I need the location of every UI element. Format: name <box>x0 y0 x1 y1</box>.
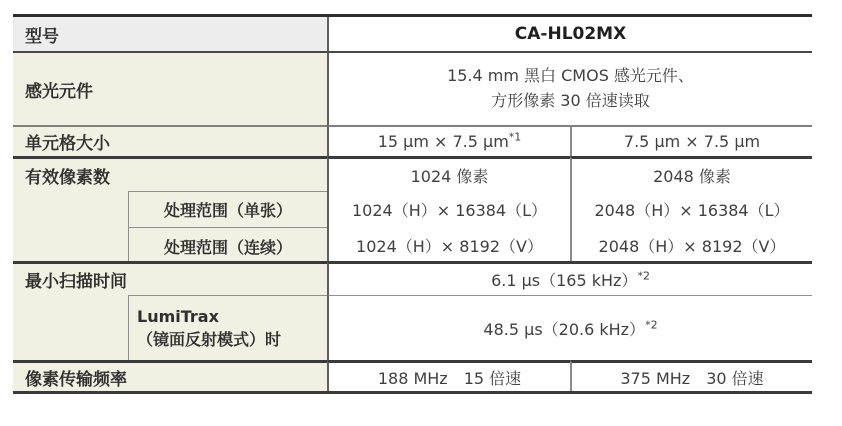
lumitrax-label-line1: LumiTrax <box>137 306 219 326</box>
pixelfreq-value-col1 <box>327 360 570 391</box>
row-minscan-label <box>13 261 327 295</box>
col2-pixel-count: 2048 像素 <box>653 166 731 186</box>
col1-range-single: 1024（H）× 16384（L） <box>351 200 548 220</box>
pixelfreq-label: 像素传输频率 <box>25 369 127 390</box>
row-cellsize-label <box>13 125 327 156</box>
pixelfreq-value-2: 375 MHz 30 倍速 <box>620 368 764 388</box>
effective-pixels-col1 <box>327 156 570 261</box>
lumitrax-label-box <box>128 295 327 360</box>
col2-range-continuous: 2048（H）× 8192（V） <box>598 237 786 256</box>
sensor-label: 感光元件 <box>25 81 93 102</box>
row-model-label <box>13 17 327 51</box>
row-model-value <box>327 17 812 51</box>
camera-spec-table <box>13 14 812 394</box>
row-lumitrax-value <box>327 295 812 360</box>
footnote-2-marker: *2 <box>645 318 658 332</box>
cellsize-value-1: 15 μm × 7.5 $\mu m^{*1}$ <box>377 130 522 151</box>
col1-pixel-count: 1024 像素 <box>410 166 489 186</box>
row-sensor-label <box>13 51 327 125</box>
col1-range-continuous: 1024（H）× 8192（V） <box>356 237 543 256</box>
pixelfreq-value-col2 <box>570 360 812 391</box>
row-effective-pixels-label <box>13 156 327 261</box>
row-sensor-value <box>327 51 812 125</box>
pixelfreq-value-1: 188 MHz 15 倍速 <box>377 368 522 388</box>
sensor-value-line1: 15.4 mm 黑白 CMOS 感光元件、 <box>447 66 694 86</box>
col2-range-single: 2048（H）× 16384（L） <box>594 200 790 220</box>
row-pixelfreq-label <box>13 360 327 391</box>
effective-pixels-col2 <box>570 156 812 261</box>
lumitrax-value: 48.5 μs（20.6 kHz）$^{*2}$ <box>483 318 658 339</box>
model-label: 型号 <box>25 26 59 47</box>
lumitrax-label-line2: （镜面反射模式）时 <box>137 330 282 349</box>
range-single-label: 处理范围（单张） <box>128 191 327 227</box>
sensor-value-line2: 方形像素 30 倍速读取 <box>491 91 650 110</box>
row-lumitrax-label <box>13 295 327 360</box>
row-minscan-value <box>327 261 812 295</box>
effective-pixels-label: 有效像素数 <box>25 167 110 188</box>
cellsize-label: 单元格大小 <box>25 134 110 154</box>
footnote-2-marker: *2 <box>637 269 650 283</box>
model-number: CA-HL02MX <box>514 24 627 44</box>
cellsize-value-col2 <box>570 125 812 156</box>
range-continuous-label: 处理范围（连续） <box>128 227 327 264</box>
footnote-1-marker: *1 <box>508 130 522 144</box>
minscan-value: 6.1 μs（165 kHz）$^{*2}$ <box>491 269 650 290</box>
minscan-label: 最小扫描时间 <box>25 272 127 292</box>
cellsize-value-col1 <box>327 125 570 156</box>
cellsize-value-2: 7.5 μm × 7.5 μm <box>623 132 761 151</box>
